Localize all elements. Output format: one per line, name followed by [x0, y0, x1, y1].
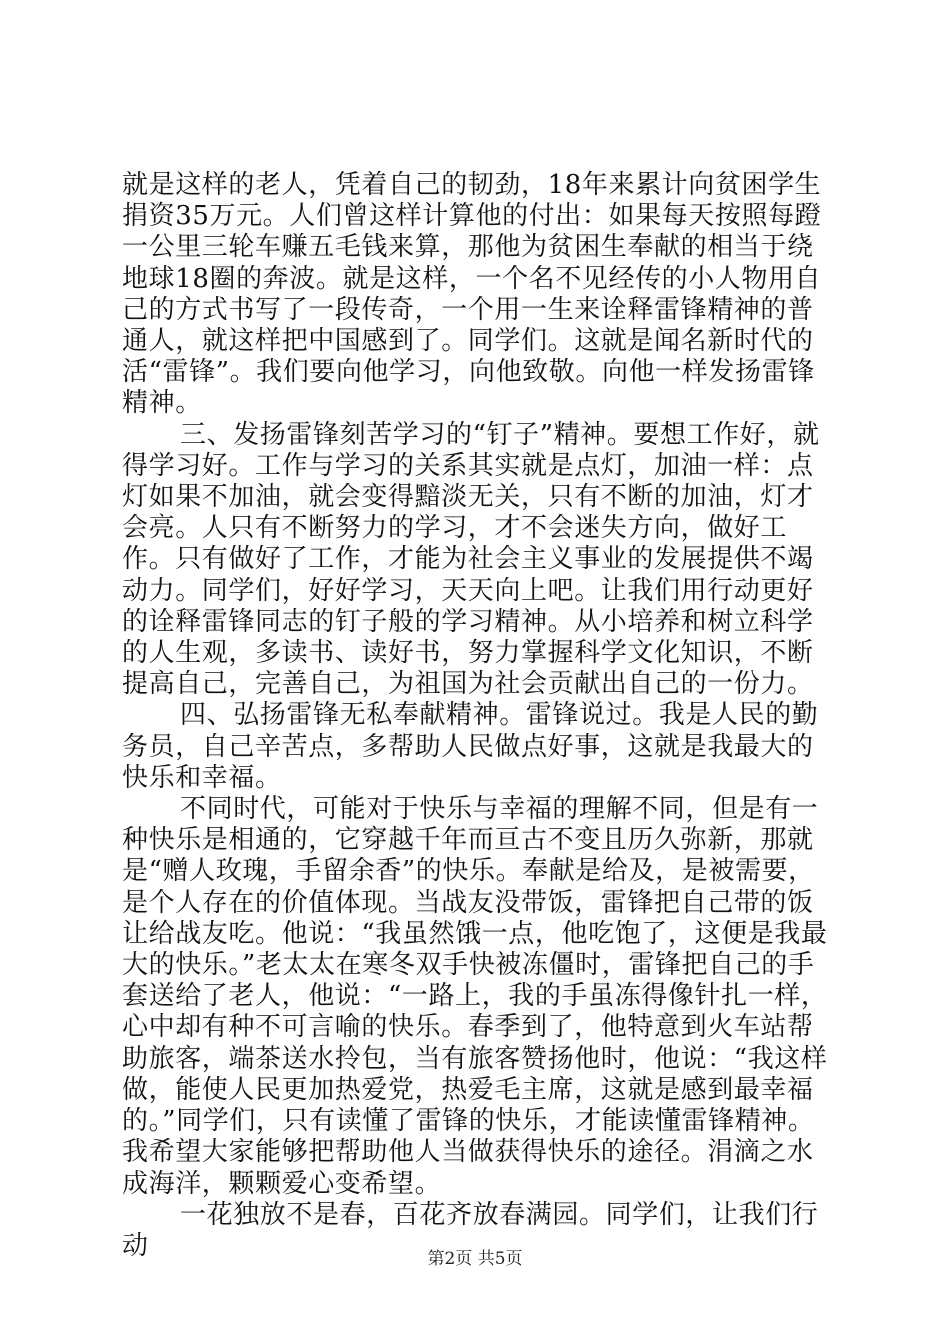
- paragraph-5: 一花独放不是春，百花齐放春满园。同学们，让我们行动: [122, 1199, 819, 1261]
- paragraph-4: 不同时代，可能对于快乐与幸福的理解不同，但是有一种快乐是相通的，它穿越千年而亘古不变且历久弥新，那就是“赠人玫瑰，手留余香”的快乐。奉献是给及，是被需要，是个人存在的价值体现。当战友没带饭，雷锋把自己带的饭让给战友吃。他说：“我虽然饿一点，他吃饱了，这便是我最大的快乐。”老太太在寒冬双手快被冻僵时，雷锋把自己的手套送给了老人，他说：“一路上，我的手虽冻得像针扎一样，心中却有种不可言喻的快乐。春季到了，他特意到火车站帮助旅客，端茶送水拎包，当有旅客赞扬他时，他说：“我这样做，能使人民更加热爱党，热爱毛主席，这就是感到最幸福的。”同学们，只有读懂了雷锋的快乐，才能读懂雷锋精神。我希望大家能够把帮助他人当做获得快乐的途径。涓滴之水成海洋，颗颗爱心变希望。: [122, 794, 828, 1199]
- document-body: [122, 170, 834, 1262]
- paragraph-2: 三、发扬雷锋刻苦学习的“钉子”精神。要想工作好，就得学习好。工作与学习的关系其实就是点灯，加油一样：点灯如果不加油，就会变得黯淡无关，只有不断的加油，灯才会亮。人只有不断努力的学习，才不会迷失方向，做好工作。只有做好了工作，才能为社会主义事业的发展提供不竭动力。同学们，好好学习，天天向上吧。让我们用行动更好的诠释雷锋同志的钉子般的学习精神。从小培养和树立科学的人生观，多读书、读好书，努力掌握科学文化知识，不断提高自己，完善自己，为祖国为社会贡献出自己的一份力。: [122, 419, 820, 700]
- paragraph-3: 四、弘扬雷锋无私奉献精神。雷锋说过。我是人民的勤务员，自己辛苦点，多帮助人民做点好事，这就是我最大的快乐和幸福。: [122, 700, 819, 793]
- page-number-footer: 第2页 共5页: [427, 1249, 523, 1269]
- paragraph-1: 就是这样的老人，凭着自己的韧劲，18年来累计向贫困学生捐资35万元。人们曾这样计算他的付出：如果每天按照每蹬一公里三轮车赚五毛钱来算，那他为贫困生奉献的相当于绕地球18圈的奔波。就是这样，一个名不见经传的小人物用自己的方式书写了一段传奇，一个用一生来诠释雷锋精神的普通人，就这样把中国感到了。同学们。这就是闻名新时代的活“雷锋”。我们要向他学习，向他致敬。向他一样发扬雷锋精神。: [122, 170, 822, 419]
